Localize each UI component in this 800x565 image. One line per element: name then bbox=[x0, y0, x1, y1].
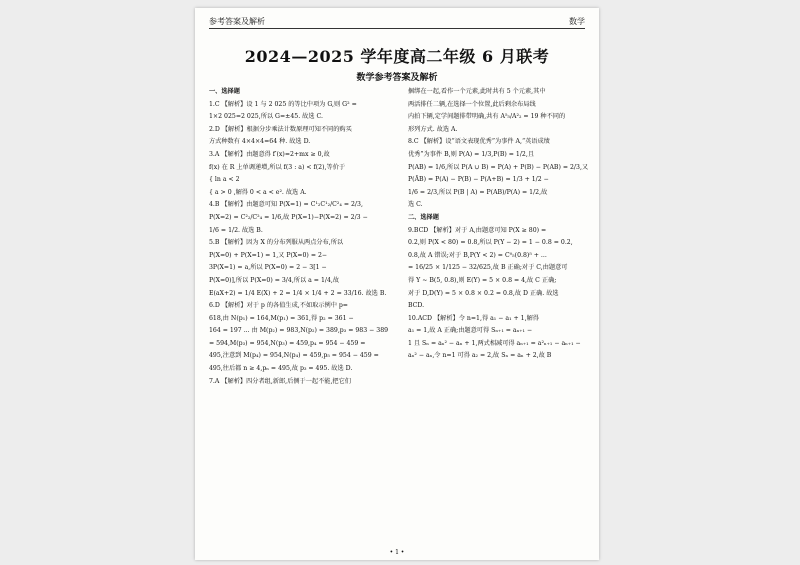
text-line: 6.D 【解析】对于 p 的各值生成,不如取示例中 p= bbox=[209, 302, 348, 310]
text-line: P(ĀB) = P(A) − P(B) − P(A+B) = 1/3 + 1/2 − bbox=[408, 176, 549, 184]
exam-title: 2024—2025 学年度高二年级 6 月联考 bbox=[244, 47, 550, 66]
text-line: 2.D 【解析】根据分步乘法计数原理可知不同的购买 bbox=[209, 125, 352, 133]
text-line: 方式种数有 4×4×4=64 种. 故选 D. bbox=[209, 138, 311, 146]
header-subject: 数学 bbox=[569, 17, 585, 26]
text-line: 8.C 【解析】设“语文表现优秀”为事件 A,“英语成绩 bbox=[408, 138, 550, 146]
text-line: 3.A 【解析】由题意得 f′(x)=2+mx ≥ 0,故 bbox=[209, 150, 330, 158]
header-left-text: 参考答案及解析 bbox=[209, 17, 265, 26]
text-line: 1×2 025=2 025,所以 G=±45. 故选 C. bbox=[209, 113, 323, 121]
page-number: • 1 • bbox=[389, 549, 405, 556]
text-line: P(AB) = 1/6,所以 P(A ∪ B) = P(A) + P(B) − P(AB) = 2/3,又 bbox=[408, 163, 589, 171]
text-line: 二、选择题 bbox=[408, 213, 439, 221]
text-line: 618,由 N(p₁) = 164,M(p₁) = 361,得 p₂ = 361 − bbox=[209, 314, 354, 322]
text-line: 495,往后都 n ≥ 4,pₙ = 495,故 p₃ = 495. 故选 D. bbox=[209, 365, 353, 373]
text-line: 两活排任二辆,在选择一个位置,此后剩余布局线 bbox=[408, 100, 536, 108]
text-line: 1 且 Sₙ = aₙ² − aₙ + 1,两式相减可得 aₙ₊₁ = a²ₙ₊₁ − aₙ₊₁ − bbox=[408, 339, 581, 347]
text-line: aₙ² − aₙ,令 n=1 可得 a₂ = 2,故 Sₙ = aₙ + 2,故 B bbox=[408, 352, 552, 360]
text-line: 选 C. bbox=[408, 201, 423, 209]
document-page bbox=[195, 8, 599, 560]
text-line: a₁ = 1,故 A 正确;由题意可得 Sₙ₊₁ = aₙ₊₁ − bbox=[408, 327, 533, 335]
text-line: 1/6 = 1/2. 故选 B. bbox=[209, 226, 263, 234]
text-line: 4.B 【解析】由题意可知 P(X=1) = C¹₂C¹₂/C²₄ = 2/3, bbox=[209, 201, 363, 209]
text-line: 优秀”为事件 B,则 P(A) = 1/3,P(B) = 1/2,且 bbox=[408, 150, 535, 158]
text-line: 形列方式. 故选 A. bbox=[408, 125, 458, 133]
left-column bbox=[209, 86, 393, 388]
text-line: 0.2,则 P(X < 80) = 0.8,所以 P(Y − 2) = 1 − 0.8 = 0.2, bbox=[408, 239, 573, 247]
text-line: 495,注意到 M(p₄) = 954,N(p₄) = 459,p₅ = 954 − 459 = bbox=[209, 352, 379, 360]
text-line: 1.C 【解析】设 1 与 2 025 的等比中项为 G,则 G² = bbox=[209, 100, 357, 108]
text-line: 10.ACD 【解析】令 n=1,得 a₁ − a₁ + 1,解得 bbox=[408, 314, 539, 322]
page-header bbox=[209, 14, 585, 29]
text-line: = 594,M(p₃) = 954,N(p₃) = 459,p₄ = 954 − 459 = bbox=[209, 339, 366, 347]
text-line: 164 = 197 ... 由 M(p₂) = 983,N(p₂) = 389,p₃ = 983 − 389 bbox=[209, 327, 389, 335]
text-line: BCD. bbox=[408, 302, 425, 310]
text-line: 1/6 = 2/3,所以 P(B | A) = P(AB)/P(A) = 1/2,故 bbox=[408, 188, 548, 196]
text-line: E(aX+2) = 1/4 E(X) + 2 = 1/4 × 1/4 + 2 = 33/16. 故选 B. bbox=[209, 289, 387, 297]
text-line: P(X=2) = C²₂/C²₄ = 1/6,故 P(X=1)−P(X=2) = 2/3 − bbox=[209, 213, 368, 221]
text-line: 7.A 【解析】四分者组,新郎,后侧于一起不能,把它们 bbox=[209, 377, 351, 385]
text-line: f(x) 在 R 上单调递增,所以 f(3 : a) < f(2),等价于 bbox=[209, 163, 346, 171]
text-line: P(X=0) + P(X=1) = 1,又 P(X=0) = 2− bbox=[209, 251, 328, 259]
text-line: 内拍下辆,定学间题排带明确,共有 A⁵₅/A²₂ = 19 种不同的 bbox=[408, 113, 566, 121]
text-line: 捆绑在一起,看作一个元素,此时共有 5 个元素,其中 bbox=[408, 88, 546, 95]
text-line: { a > 0 ,解得 0 < a < e². 故选 A. bbox=[209, 188, 307, 196]
text-line: = 16/25 × 1/125 − 32/625,故 B 正确;对于 C,由题意可 bbox=[408, 264, 568, 272]
right-column bbox=[408, 86, 592, 363]
text-line: 5.B 【解析】因为 X 的分布列服从两点分布,所以 bbox=[209, 239, 344, 247]
text-line: 0.8,故 A 错误;对于 B,P(Y < 2) = C⁰₅(0.8)⁵ + ... bbox=[408, 251, 547, 259]
text-line: 3P(X=1) = a,所以 P(X=0) = 2 − 3[1 − bbox=[209, 264, 327, 272]
exam-subtitle: 数学参考答案及解析 bbox=[356, 73, 438, 83]
text-line: P(X=0)],所以 P(X=0) = 3/4,所以 a = 1/4,故 bbox=[209, 276, 340, 284]
text-line: 得 Y ~ B(5, 0.8),则 E(Y) = 5 × 0.8 = 4,故 C 正确; bbox=[408, 276, 557, 284]
text-line: 9.BCD 【解析】对于 A,由题意可知 P(X ≥ 80) = bbox=[408, 226, 547, 234]
text-line: 对于 D,D(Y) = 5 × 0.8 × 0.2 = 0.8,故 D 正确. 故选 bbox=[408, 289, 559, 297]
text-line: 一、选择题 bbox=[209, 88, 240, 95]
text-line: { ln a < 2 bbox=[209, 176, 240, 184]
